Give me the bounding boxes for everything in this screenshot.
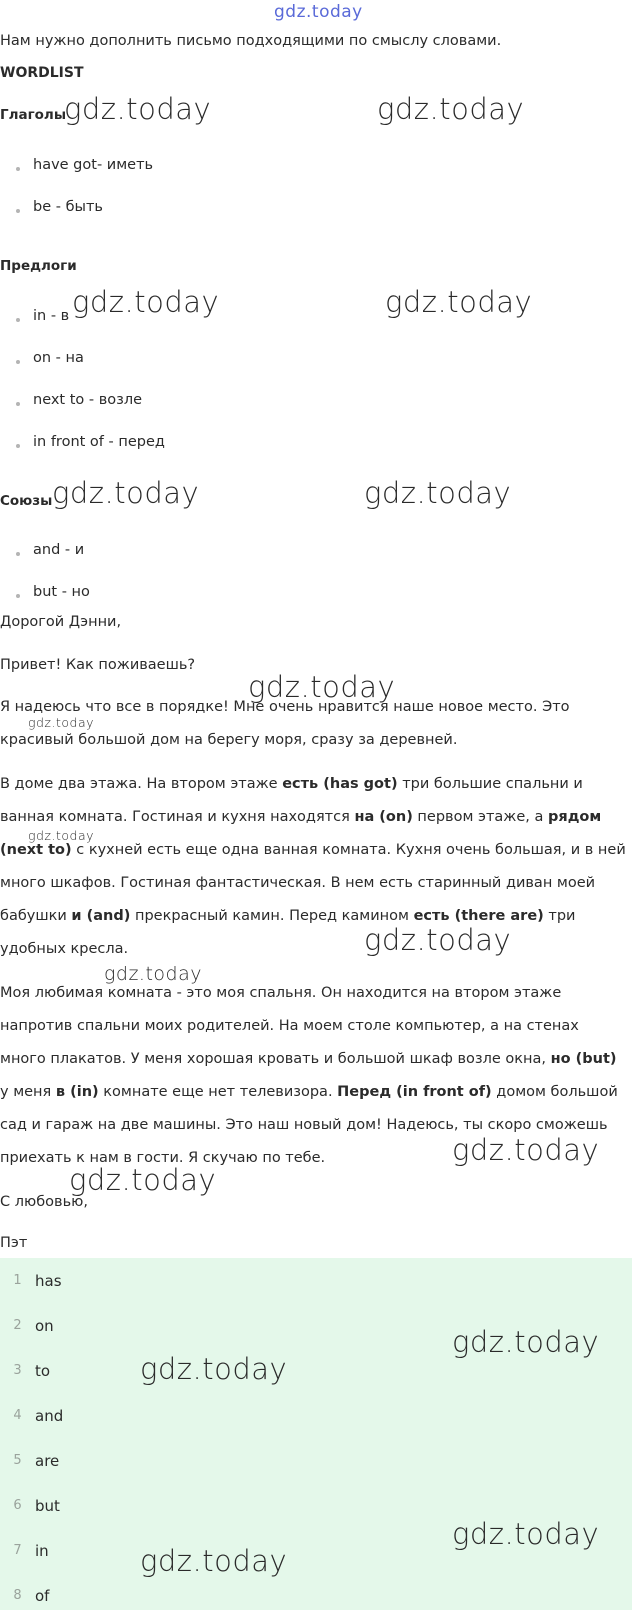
list-item: but - но xyxy=(33,584,90,600)
header-watermark: gdz.today xyxy=(274,2,363,22)
answer-row xyxy=(0,1528,49,1573)
wordlist-title: WORDLIST xyxy=(0,65,84,81)
bullet-icon xyxy=(16,318,20,322)
answer-row xyxy=(0,1258,62,1303)
watermark: gdz.today xyxy=(72,285,220,319)
answer-word: but xyxy=(35,1496,60,1515)
answer-number: 3 xyxy=(13,1363,22,1378)
letter-paragraph-1: Я надеюсь что все в порядке! Мне очень нравится наше новое место. Это красивый большой дом на берегу моря, сразу за деревней. xyxy=(0,699,570,748)
watermark: gdz.today xyxy=(452,1325,600,1359)
bullet-icon xyxy=(16,552,20,556)
answer-highlight: рядом (next to) xyxy=(0,809,602,858)
answer-word: are xyxy=(35,1451,60,1470)
answer-row xyxy=(0,1438,59,1483)
bullet-icon xyxy=(16,594,20,598)
answer-row xyxy=(0,1483,60,1528)
answers-block xyxy=(0,1258,632,1610)
watermark: gdz.today xyxy=(452,1133,600,1167)
watermark: gdz.today xyxy=(52,476,200,510)
bullet-icon xyxy=(16,360,20,364)
answer-highlight: Перед (in front of) xyxy=(337,1084,492,1100)
watermark: gdz.today xyxy=(64,92,212,126)
bullet-icon xyxy=(16,402,20,406)
answer-highlight: но (but) xyxy=(550,1051,617,1067)
watermark: gdz.today xyxy=(28,828,95,843)
list-item: in - в xyxy=(33,308,70,324)
answer-word: on xyxy=(35,1316,54,1335)
watermark: gdz.today xyxy=(248,670,396,704)
list-item: on - на xyxy=(33,350,84,366)
watermark: gdz.today xyxy=(364,923,512,957)
watermark: gdz.today xyxy=(69,1163,217,1197)
watermark: gdz.today xyxy=(385,285,533,319)
answer-highlight: в (in) xyxy=(55,1084,99,1100)
letter-closing: С любовью, xyxy=(0,1194,88,1210)
answer-number: 6 xyxy=(13,1498,22,1513)
watermark: gdz.today xyxy=(452,1517,600,1551)
prepositions-heading: Предлоги xyxy=(0,258,77,274)
answer-highlight: на (on) xyxy=(354,809,413,825)
intro-text: Нам нужно дополнить письмо подходящими по смыслу словами. xyxy=(0,33,502,49)
verbs-heading: Глаголы xyxy=(0,107,67,123)
answer-number: 5 xyxy=(13,1453,22,1468)
answer-word: has xyxy=(35,1271,62,1290)
list-item: be - быть xyxy=(33,199,103,215)
answer-highlight: есть (there are) xyxy=(413,908,544,924)
answer-number: 4 xyxy=(13,1408,22,1423)
watermark: gdz.today xyxy=(28,715,95,730)
list-item: and - и xyxy=(33,542,85,558)
answer-highlight: и (and) xyxy=(71,908,131,924)
watermark: gdz.today xyxy=(364,476,512,510)
letter-paragraph-2: В доме два этажа. На втором этаже есть (has got) три большие спальни и ванная комната. Гостиная и кухня находятся на (on) первом этаже, а рядом (next to) с кухней есть еще одна ванная комната. Кухня очень большая, и в ней много шкафов. Гостиная фантастическая. В нем есть старинный диван моей бабушки и (and) прекрасный камин. Перед камином есть (there are) три удобных кресла. xyxy=(0,776,626,957)
answer-row xyxy=(0,1348,50,1393)
answer-number: 7 xyxy=(13,1543,22,1558)
answer-word: to xyxy=(35,1361,51,1380)
answer-word: in xyxy=(35,1541,49,1560)
bullet-icon xyxy=(16,209,20,213)
answer-row xyxy=(0,1393,63,1438)
answer-highlight: есть (has got) xyxy=(282,776,398,792)
letter-paragraph-3: Моя любимая комната - это моя спальня. Он находится на втором этаже напротив спальни моих родителей. На моем столе компьютер, а на стенах много плакатов. У меня хорошая кровать и большой шкаф возле окна, но (but) у меня в (in) комнате еще нет телевизора. Перед (in front of) домом большой сад и гараж на две машины. Это наш новый дом! Надеюсь, ты скоро сможешь приехать к нам в гости. Я скучаю по тебе. xyxy=(0,985,618,1166)
answer-number: 1 xyxy=(13,1273,22,1288)
answer-row xyxy=(0,1573,49,1618)
bullet-icon xyxy=(16,167,20,171)
letter-hello: Привет! Как поживаешь? xyxy=(0,657,196,673)
conjunctions-heading: Союзы xyxy=(0,493,53,509)
list-item: have got- иметь xyxy=(33,157,154,173)
list-item: in front of - перед xyxy=(33,434,165,450)
watermark: gdz.today xyxy=(104,963,202,985)
answer-number: 8 xyxy=(13,1588,22,1603)
answer-word: of xyxy=(35,1586,50,1605)
answer-word: and xyxy=(35,1406,64,1425)
answer-row xyxy=(0,1303,54,1348)
list-item: next to - возле xyxy=(33,392,143,408)
letter-signature: Пэт xyxy=(0,1235,28,1251)
answer-number: 2 xyxy=(13,1318,22,1333)
bullet-icon xyxy=(16,444,20,448)
watermark: gdz.today xyxy=(140,1544,288,1578)
letter-greeting: Дорогой Дэнни, xyxy=(0,614,122,630)
watermark: gdz.today xyxy=(140,1352,288,1386)
watermark: gdz.today xyxy=(377,92,525,126)
